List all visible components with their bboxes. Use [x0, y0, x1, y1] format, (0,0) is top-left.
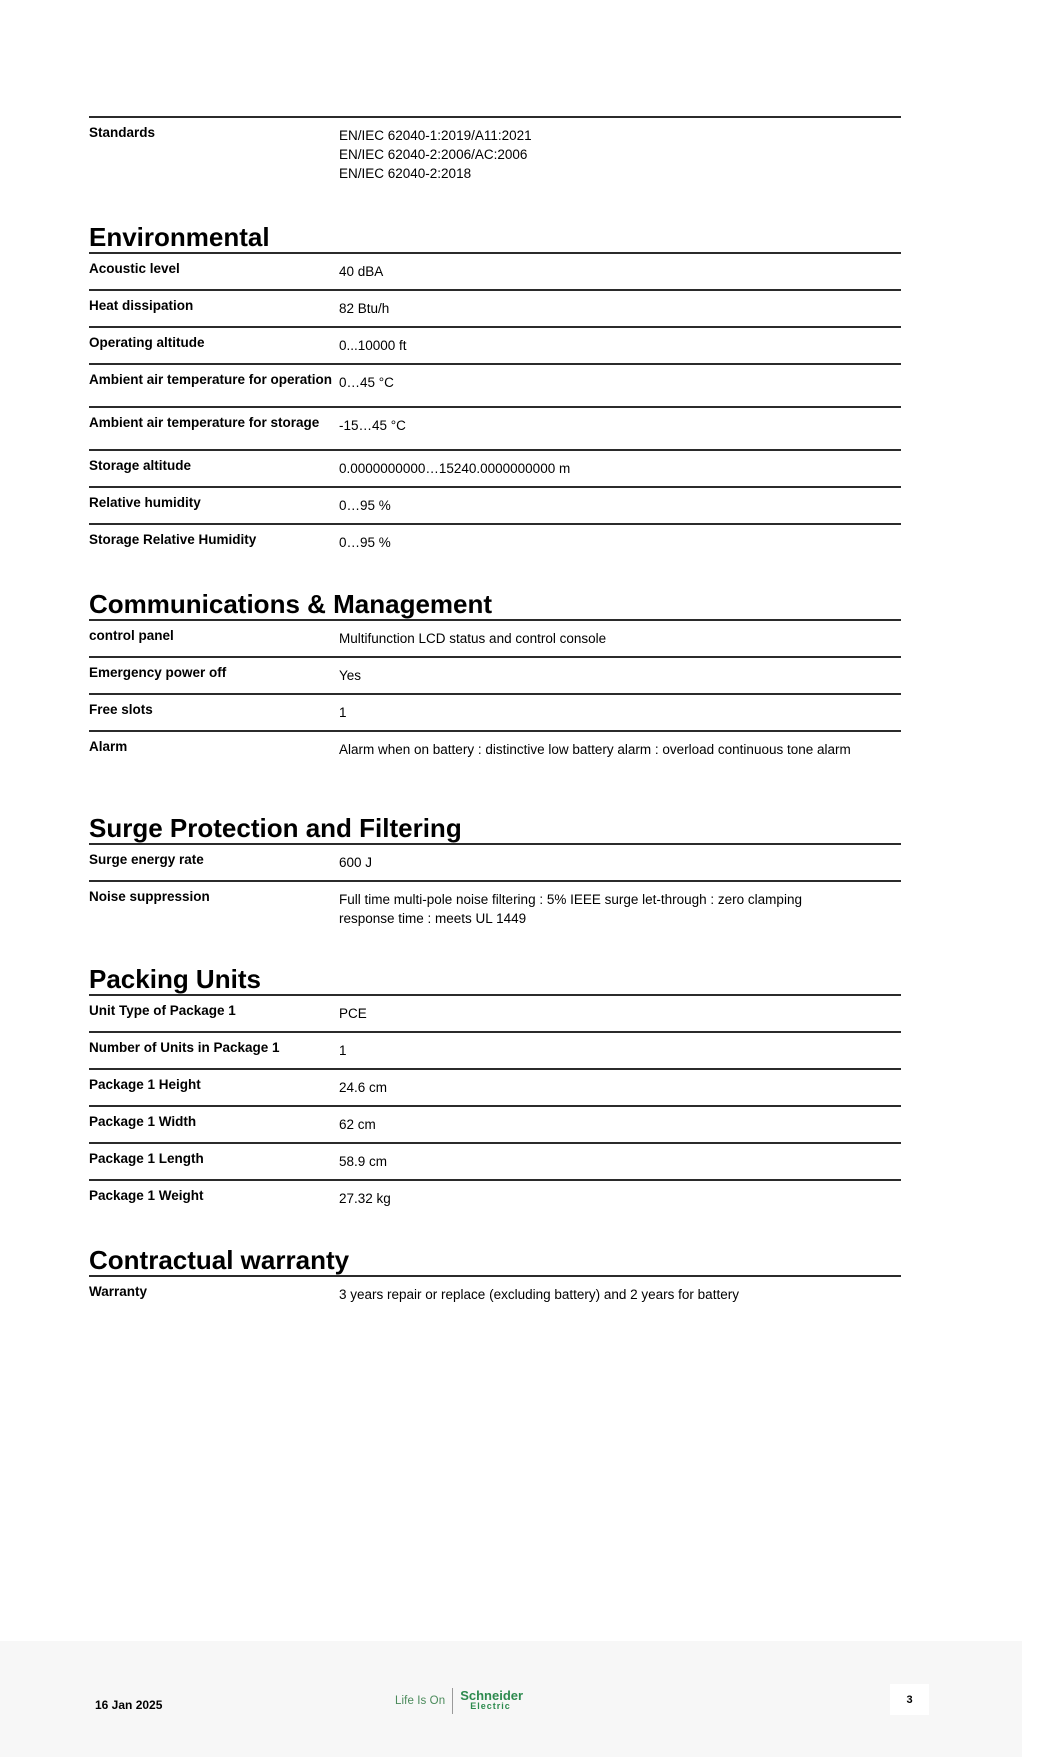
spec-value: 1 — [339, 705, 347, 720]
spec-row — [89, 363, 901, 406]
section-title: Surge Protection and Filtering — [89, 813, 462, 843]
spec-row — [89, 449, 901, 486]
spec-row — [89, 326, 901, 363]
spec-label: Number of Units in Package 1 — [89, 1040, 280, 1055]
spec-value: Yes — [339, 668, 362, 683]
spec-label: Heat dissipation — [89, 298, 194, 313]
spec-row — [89, 994, 901, 1031]
spec-label: Surge energy rate — [89, 852, 204, 867]
section-title: Contractual warranty — [89, 1245, 350, 1275]
spec-value: 0.0000000000…15240.0000000000 m — [339, 461, 571, 476]
spec-label: Ambient air temperature for storage — [89, 415, 320, 430]
spec-value: 24.6 cm — [339, 1080, 388, 1095]
spec-label: Ambient air temperature for operation — [89, 372, 333, 387]
spec-row — [89, 619, 901, 656]
spec-label: Emergency power off — [89, 665, 227, 680]
spec-row — [89, 1142, 901, 1179]
spec-value: Alarm when on battery : distinctive low battery alarm : overload continuous tone alarm — [339, 742, 851, 757]
spec-label: Noise suppression — [89, 889, 210, 904]
spec-row — [89, 1179, 901, 1245]
spec-value: 62 cm — [339, 1117, 376, 1132]
spec-value: 1 — [339, 1043, 347, 1058]
spec-label: Package 1 Length — [89, 1151, 204, 1166]
spec-value: 82 Btu/h — [339, 301, 390, 316]
spec-row — [89, 656, 901, 693]
section-title: Environmental — [89, 222, 270, 252]
spec-row — [89, 406, 901, 449]
spec-label: Storage altitude — [89, 458, 192, 473]
section-packing — [89, 964, 901, 1245]
spec-label: Warranty — [89, 1284, 148, 1299]
spec-row — [89, 843, 901, 880]
spec-label: Acoustic level — [89, 261, 180, 276]
spec-row — [89, 880, 901, 964]
spec-sheet — [89, 116, 901, 1312]
spec-row — [89, 693, 901, 730]
spec-label: Standards — [89, 125, 156, 140]
spec-value: 0…95 % — [339, 535, 391, 550]
spec-label: Package 1 Height — [89, 1077, 201, 1092]
footer-tagline: Life Is On — [395, 1695, 446, 1707]
section-title: Packing Units — [89, 964, 261, 994]
section-environmental — [89, 222, 901, 589]
spec-label: Free slots — [89, 702, 153, 717]
spec-value: 58.9 cm — [339, 1154, 388, 1169]
spec-value: PCE — [339, 1006, 367, 1021]
section-title: Communications & Management — [89, 589, 493, 619]
spec-row — [89, 730, 901, 813]
spec-label: Package 1 Weight — [89, 1188, 204, 1203]
spec-label: Package 1 Width — [89, 1114, 197, 1129]
spec-label: Unit Type of Package 1 — [89, 1003, 236, 1018]
spec-label: Operating altitude — [89, 335, 205, 350]
spec-value: Multifunction LCD status and control console — [339, 631, 607, 646]
section-warranty — [89, 1245, 901, 1312]
logo-divider — [452, 1688, 453, 1714]
spec-label: Storage Relative Humidity — [89, 532, 257, 547]
spec-row — [89, 523, 901, 589]
spec-value: -15…45 °C — [339, 418, 406, 433]
spec-value — [339, 118, 859, 222]
standard-line: EN/IEC 62040-2:2018 — [339, 166, 472, 181]
spec-label: Relative humidity — [89, 495, 201, 510]
footer-date: 16 Jan 2025 — [95, 1698, 163, 1712]
spec-row — [89, 1275, 901, 1312]
spec-row — [89, 289, 901, 326]
brand-name: Schneider — [460, 1688, 524, 1703]
brand-sub: Electric — [470, 1701, 511, 1711]
spec-value: 0…95 % — [339, 498, 391, 513]
spec-row-standards — [89, 116, 901, 222]
page-number: 3 — [890, 1684, 929, 1715]
spec-value: 3 years repair or replace (excluding battery) and 2 years for battery — [339, 1287, 739, 1302]
spec-value: 600 J — [339, 855, 373, 870]
section-communications — [89, 589, 901, 813]
section-surge — [89, 813, 901, 964]
standard-line: EN/IEC 62040-2:2006/AC:2006 — [339, 147, 528, 162]
spec-row — [89, 1105, 901, 1142]
standard-line: EN/IEC 62040-1:2019/A11:2021 — [339, 128, 532, 143]
spec-value: 27.32 kg — [339, 1191, 391, 1206]
schneider-logo — [395, 1686, 523, 1716]
spec-value: Full time multi-pole noise filtering : 5% IEEE surge let-through : zero clamping response time : meets UL 1449 — [339, 892, 802, 926]
spec-row — [89, 252, 901, 289]
spec-value: 0...10000 ft — [339, 338, 407, 353]
spec-row — [89, 1031, 901, 1068]
brand-wordmark — [460, 1690, 523, 1712]
spec-label: control panel — [89, 628, 174, 643]
spec-value: 40 dBA — [339, 264, 384, 279]
spec-label: Alarm — [89, 739, 128, 754]
spec-value: 0…45 °C — [339, 375, 394, 390]
page-footer — [0, 1641, 1022, 1757]
spec-row — [89, 486, 901, 523]
spec-row — [89, 1068, 901, 1105]
